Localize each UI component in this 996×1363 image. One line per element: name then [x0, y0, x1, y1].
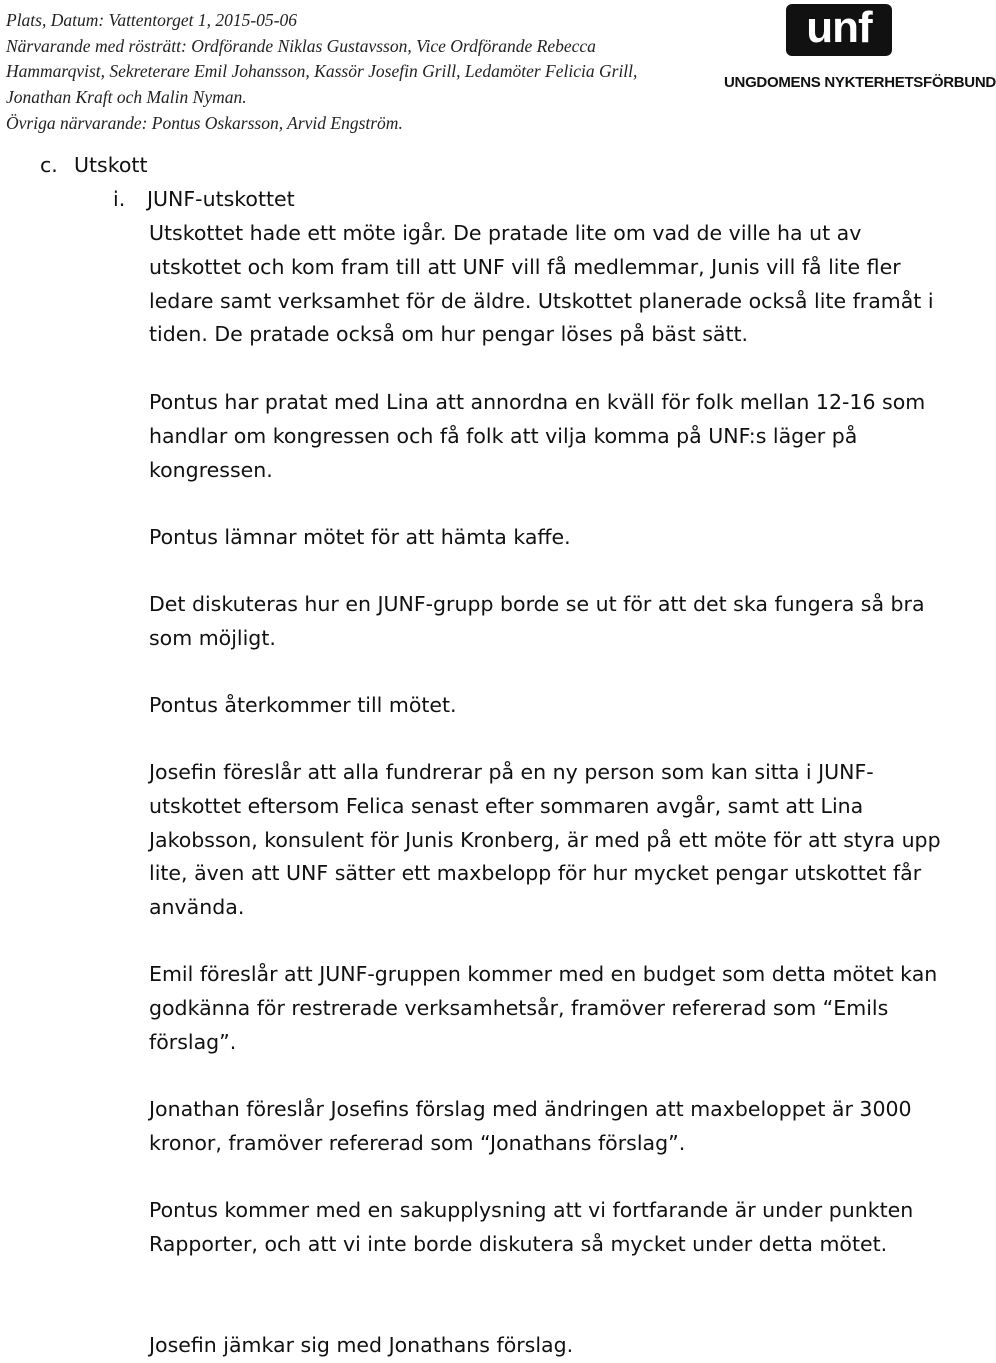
section-marker: c.: [40, 153, 58, 177]
unf-logo-subtitle: UNGDOMENS NYKTERHETSFÖRBUND: [724, 74, 996, 91]
unf-logo-mark: [786, 4, 892, 56]
paragraph: Josefin föreslår att alla fundrerar på en ny person som kan sitta i JUNF-utskottet eftersom Felica senast efter sommaren avgår, samt att Lina Jakobsson, konsulent för Junis Kronberg, är med på ett möte för att styra upp lite, även att UNF sätter ett maxbelopp för hur mycket pengar utskottet får använda.: [149, 760, 941, 920]
subsection-marker: i.: [113, 187, 126, 211]
header-attendees-line-2: Hammarqvist, Sekreterare Emil Johansson, Kassör Josefin Grill, Ledamöter Felicia Grill,: [6, 61, 638, 82]
paragraph: Pontus återkommer till mötet.: [149, 693, 457, 717]
header-place-date: Plats, Datum: Vattentorget 1, 2015-05-06: [6, 10, 297, 30]
section-heading: [40, 149, 147, 183]
paragraph: Utskottet hade ett möte igår. De pratade lite om vad de ville ha ut av utskottet och kom fram till att UNF vill få medlemmar, Junis vill få lite fler ledare samt verksamhet för de äldre. Utskottet planerade också lite framåt i tiden. De pratade också om hur pengar löses på bäst sätt.: [149, 221, 934, 347]
paragraph: Josefin jämkar sig med Jonathans förslag.: [149, 1333, 574, 1357]
paragraph: Pontus kommer med en sakupplysning att vi fortfarande är under punkten Rapporter, och att vi inte borde diskutera så mycket under detta mötet.: [149, 1198, 914, 1256]
paragraph: Pontus lämnar mötet för att hämta kaffe.: [149, 525, 571, 549]
header-attendees-line-3: Jonathan Kraft och Malin Nyman.: [6, 87, 247, 108]
subsection-heading: [113, 183, 295, 217]
section-title: Utskott: [74, 153, 148, 177]
subsection-title: JUNF-utskottet: [147, 187, 295, 211]
unf-logo-text: unf: [806, 3, 872, 52]
paragraph: Pontus har pratat med Lina att annordna en kväll för folk mellan 12-16 som handlar om kongressen och få folk att vilja komma på UNF:s läger på kongressen.: [149, 390, 926, 482]
header-attendees-line-1: Närvarande med rösträtt: Ordförande Niklas Gustavsson, Vice Ordförande Rebecca: [6, 35, 596, 56]
paragraph: Jonathan föreslår Josefins förslag med ändringen att maxbeloppet är 3000 kronor, framöver refererad som “Jonathans förslag”.: [149, 1097, 912, 1155]
header-other-attendees: Övriga närvarande: Pontus Oskarsson, Arvid Engström.: [6, 112, 403, 133]
paragraph: Det diskuteras hur en JUNF-grupp borde se ut för att det ska fungera så bra som möjligt.: [149, 592, 925, 650]
paragraph: Emil föreslår att JUNF-gruppen kommer med en budget som detta mötet kan godkänna för restrerade verksamhetsår, framöver refererad som “Emils förslag”.: [149, 962, 938, 1054]
unf-logo: [724, 3, 996, 94]
meeting-header: [6, 8, 706, 137]
